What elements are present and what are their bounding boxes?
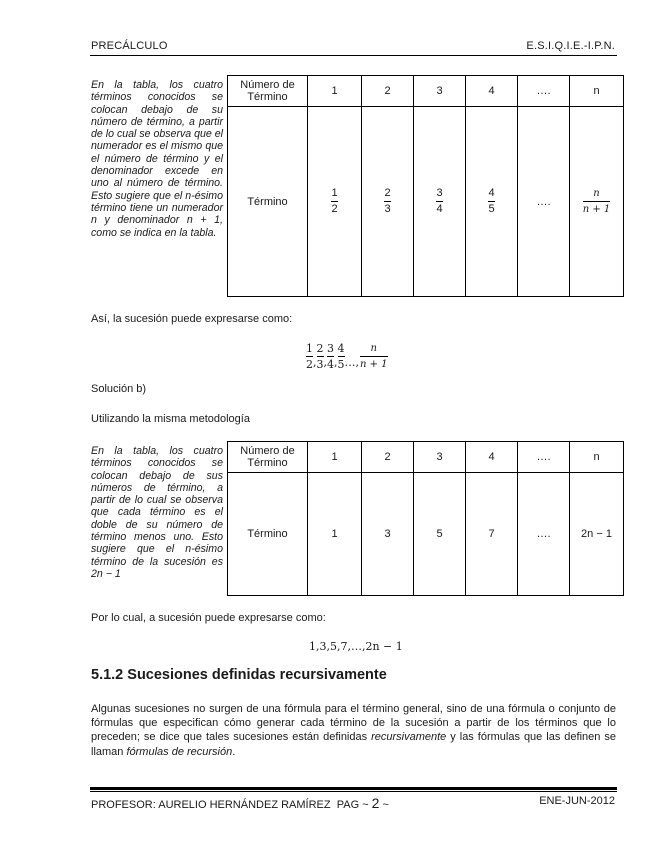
table1-n1: 1 <box>308 76 362 107</box>
table1-term-dots: …. <box>518 107 570 297</box>
table2-term1: 1 <box>308 473 362 596</box>
footer-rule-bottom <box>90 791 617 792</box>
table1-term2: $\frac{2}{3}$ <box>362 107 414 297</box>
table1-term1: $\frac{1}{2}$ <box>308 107 362 297</box>
footer-rule-top <box>90 787 617 790</box>
table2-term-dots: …. <box>518 473 570 596</box>
table2-row2-label: Término <box>228 473 308 596</box>
header-left: PRECÁLCULO <box>91 40 168 52</box>
table1-n3: 3 <box>414 76 466 107</box>
table2-row1-label: Número de Término <box>228 442 308 473</box>
footer-left: PROFESOR: AURELIO HERNÁNDEZ RAMÍREZ PAG ~ 2 ~ <box>91 795 389 811</box>
header-rule <box>90 55 617 56</box>
table2-n1: 1 <box>308 442 362 473</box>
footer-right: ENE-JUN-2012 <box>539 795 615 807</box>
table2-term-general: 2n − 1 <box>570 473 624 596</box>
table2-term4: 7 <box>466 473 518 596</box>
table2-term2: 3 <box>362 473 414 596</box>
recursion-paragraph: Algunas sucesiones no surgen de una fórmula para el término general, sino de una fórmula o conjunto de fórmulas que especifican cómo generar cada término de la sucesión a partir de los términos que lo preceden; se dice que tales sucesiones están definidas recursivamente y las fórmulas que las definen se llaman fórmulas de recursión. <box>91 703 616 758</box>
table1 <box>227 75 624 297</box>
table2-n-dots: …. <box>518 442 570 473</box>
header-right: E.S.I.Q.I.E.-I.P.N. <box>526 40 615 52</box>
table1-row1-label: Número de Término <box>228 76 308 107</box>
table2-side-text: En la tabla, los cuatro términos conocidos se colocan debajo de sus números de término, a partir de lo cual se observa que cada término es el doble de su número de término menos uno. Esto sugiere que el n-ésimo término de la sucesión es 2n − 1 <box>91 445 223 580</box>
table2 <box>227 441 624 596</box>
section-title: 5.1.2 Sucesiones definidas recursivamente <box>91 667 387 683</box>
table1-term4: $\frac{4}{5}$ <box>466 107 518 297</box>
table1-side-text: En la tabla, los cuatro términos conocidos se colocan debajo de su número de término, a partir de lo cual se observa que el numerador es el mismo que el número de término y el denominador excede en uno al número de término. Esto sugiere que el n-ésimo término tiene un numerador n y denominador n + 1, como se indica en la tabla. <box>91 79 223 239</box>
table1-n-general: n <box>570 76 624 107</box>
method-text: Utilizando la misma metodología <box>91 413 250 425</box>
sequence-2: 1,3,5,7,…,2n − 1 <box>309 640 403 653</box>
table1-term-general: $\frac{n}{n + 1}$ <box>570 107 624 297</box>
text-asi: Así, la sucesión puede expresarse como: <box>91 313 293 325</box>
table2-term3: 5 <box>414 473 466 596</box>
table2-n3: 3 <box>414 442 466 473</box>
table2-n4: 4 <box>466 442 518 473</box>
page-number: 2 <box>371 795 380 811</box>
table1-term3: $\frac{3}{4}$ <box>414 107 466 297</box>
table2-n2: 2 <box>362 442 414 473</box>
table1-n2: 2 <box>362 76 414 107</box>
text-por-lo-cual: Por lo cual, a sucesión puede expresarse como: <box>91 612 326 624</box>
table2-n-general: n <box>570 442 624 473</box>
sequence-1: $\frac{1}{2}$ , $\frac{2}{3}$ , $\frac{3}{4}$ , $\frac{4}{5}$ …, $\frac{n}{n + 1}$ <box>306 342 388 371</box>
solution-b-label: Solución b) <box>91 383 147 395</box>
table1-n4: 4 <box>466 76 518 107</box>
table1-n-dots: …. <box>518 76 570 107</box>
table1-row2-label: Término <box>228 107 308 297</box>
